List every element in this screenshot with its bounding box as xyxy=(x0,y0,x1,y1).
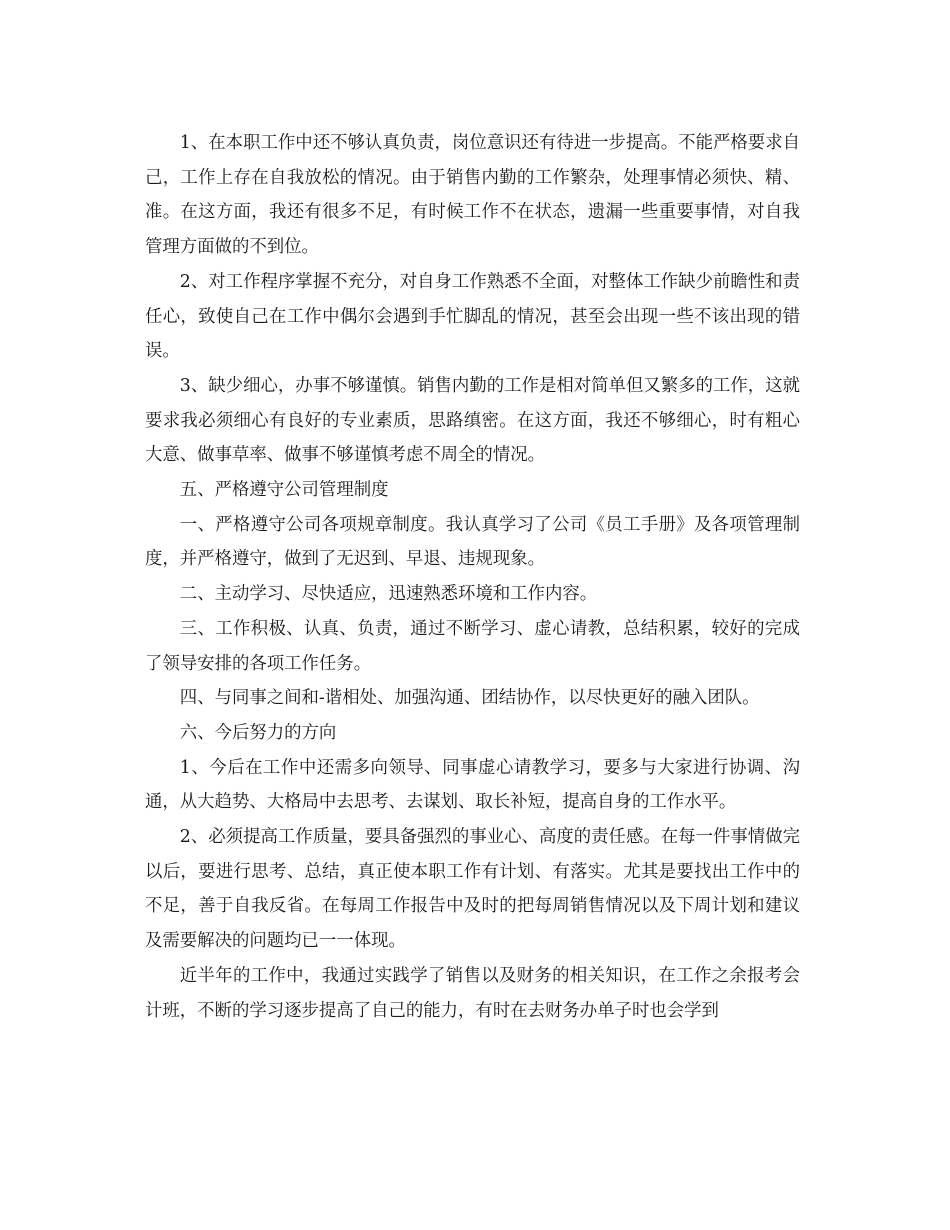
paragraph-rule-1: 一、严格遵守公司各项规章制度。我认真学习了公司《员工手册》及各项管理制度，并严格遵守，做到了无迟到、早退、违规现象。 xyxy=(145,514,800,570)
paragraph-rule-4: 四、与同事之间和-谐相处、加强沟通、团结协作，以尽快更好的融入团队。 xyxy=(179,688,760,709)
paragraph-shortcoming-2: 2、对工作程序掌握不充分，对自身工作熟悉不全面，对整体工作缺少前瞻性和责任心，致使自己在工作中偶尔会遇到手忙脚乱的情况，甚至会出现一些不该出现的错误。 xyxy=(145,271,800,362)
paragraph-shortcoming-1: 1、在本职工作中还不够认真负责，岗位意识还有待进一步提高。不能严格要求自己，工作上存在自我放松的情况。由于销售内勤的工作繁杂，处理事情必须快、精、准。在这方面，我还有很多不足，有时候工作不在状态，遗漏一些重要事情，对自我管理方面做的不到位。 xyxy=(145,133,800,258)
section-heading-6: 六、今后努力的方向 xyxy=(179,722,337,743)
section-heading-5: 五、严格遵守公司管理制度 xyxy=(179,480,389,501)
paragraph-direction-1: 1、今后在工作中还需多向领导、同事虚心请教学习，要多与大家进行协调、沟通，从大趋势、大格局中去思考、去谋划、取长补短，提高自身的工作水平。 xyxy=(145,757,800,813)
paragraph-rule-3: 三、工作积极、认真、负责，通过不断学习、虚心请教，总结积累，较好的完成了领导安排的各项工作任务。 xyxy=(145,618,800,674)
paragraph-rule-2: 二、主动学习、尽快适应，迅速熟悉环境和工作内容。 xyxy=(179,584,598,605)
paragraph-direction-2: 2、必须提高工作质量，要具备强烈的事业心、高度的责任感。在每一件事情做完以后，要进行思考、总结，真正使本职工作有计划、有落实。尤其是要找出工作中的不足，善于自我反省。在每周工作报告中及时的把每周销售情况以及下周计划和建议及需要解决的问题均已一一体现。 xyxy=(145,827,800,952)
paragraph-shortcoming-3: 3、缺少细心，办事不够谨慎。销售内勤的工作是相对简单但又繁多的工作，这就要求我必须细心有良好的专业素质，思路缜密。在这方面，我还不够细心，时有粗心大意、做事草率、做事不够谨慎考虑不周全的情况。 xyxy=(145,375,800,466)
paragraph-summary: 近半年的工作中，我通过实践学了销售以及财务的相关知识，在工作之余报考会计班，不断的学习逐步提高了自己的能力，有时在去财务办单子时也会学到 xyxy=(145,965,800,1021)
document-body xyxy=(145,126,800,1028)
